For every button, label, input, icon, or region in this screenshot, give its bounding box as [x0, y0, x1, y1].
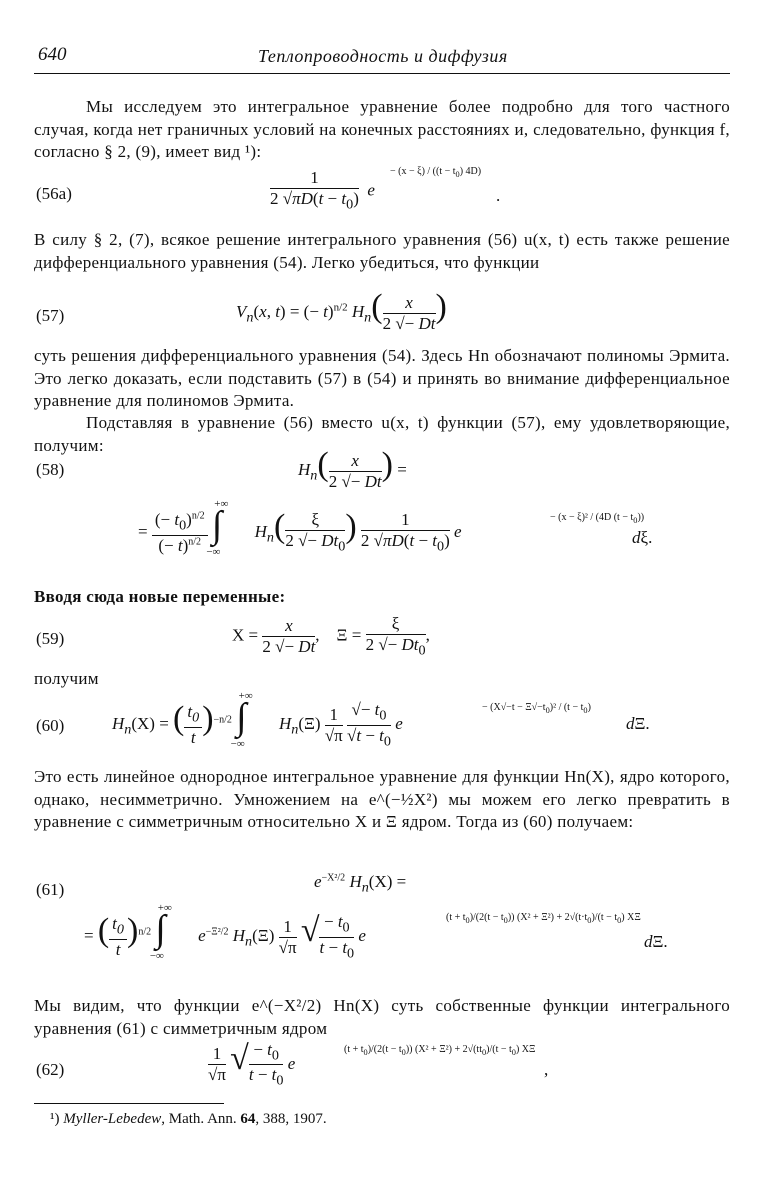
eq-number-61: (61) [36, 880, 65, 899]
dxi-61: dΞ. [644, 932, 668, 951]
exponent-58: − (x − ξ)² / (4D $(t - t_0)$) [550, 512, 645, 525]
dxi-60: dΞ. [626, 714, 650, 733]
equation-58-lhs: $H_n$( $\frac{x}{2 √- Dt}$ ) = [298, 446, 407, 491]
equation-56a: $\frac{1}{2 √\pi D(t - t_0)}$ e [270, 168, 375, 213]
comma-62: , [544, 1060, 549, 1079]
equation-61-lhs: $e^{-X^2/2}$ $H_n(X)$ = [314, 872, 407, 896]
exponent-61: $(t + t_0)/(2(t - t_0))$ $(X^2 + \Xi^2) + 2√(t\cdot t_0)/(t - t_0)$ XΞ [446, 912, 641, 925]
equation-58-rhs: = $\frac{(- t_0)^{n/2}}{(- t)^{n/2}}$ $\int^{+\infty}_{-\infty}$ $H_n$( $\frac{\xi}{2 √- Dt_0}$ ) $\frac{1}{2 √\pi D(t - t_0)}$ e [138, 498, 462, 558]
paragraph-solution: В силу § 2, (7), всякое решение интегрального уравнения (56) u(x, t) есть также решение дифференциального уравнения (54). Легко убедиться, что функции [34, 230, 730, 272]
footnote-journal: Math. Ann. [168, 1111, 237, 1127]
eq-number-62: (62) [36, 1060, 65, 1079]
running-title: Теплопроводность и диффузия [258, 46, 508, 66]
paragraph-intro: Мы исследуем это интегральное уравнение более подробно для того частного случая, когда нет граничных условий на конечных расстояниях и, следовательно, функция f, согласно § 2, (9), имеет вид ¹): [34, 97, 730, 161]
equation-60: $H_n(X)$ = ( $\frac{t_0}{t}$ )$^{-n/2}$ $\int^{+\infty}_{-\infty}$ $H_n(\Xi)$ $\frac{1}{√\pi}$ $\frac{√- t_0}{√t - t_0}$ e [112, 690, 403, 750]
footnote-rest: , 388, 1907. [255, 1111, 327, 1127]
footnote-author: Myller-Lebedew [63, 1111, 162, 1127]
dxi-58: dξ. [632, 528, 653, 547]
header-rule [34, 73, 730, 74]
paragraph-hermite: суть решения дифференциального уравнения (54). Здесь Hn обозначают полиномы Эрмита. Это легко доказать, если подставить (57) в (54) и принять во внимание дифференциальное уравнение для полиномов Эрмита. [34, 346, 730, 410]
equation-62: $\frac{1}{√\pi}$ √ $\frac{- t_0}{t - t_0}$ e [208, 1039, 296, 1089]
footnote-volume: 64 [240, 1111, 256, 1127]
paragraph-eigenfunctions: Мы видим, что функции e^(−X²/2) Hn(X) суть собственные функции интегрального уравнения (61) с симметричным ядром [34, 996, 730, 1038]
exponent-62: $(t + t_0)/(2(t - t_0))$ $(X^2 + \Xi^2) + 2√(tt_0)/(t - t_0)$ XΞ [344, 1044, 536, 1057]
eq-number-56a: (56a) [36, 184, 72, 203]
equation-59: X = $\frac{x}{2 √- Dt}$ , Ξ = $\frac{\xi}{2 √- Dt_0}$ , [232, 614, 430, 659]
eq-number-57: (57) [36, 306, 65, 325]
equation-57: $V_n(x$, t) = (− t)$^{n/2}$ $H_n$( $\frac{x}{2 √- Dt}$ ) [236, 288, 447, 333]
eq-number-59: (59) [36, 629, 65, 648]
eq-number-60: (60) [36, 716, 65, 735]
equation-61-rhs: = ( $\frac{t_0}{t}$ )$^{n/2}$ $\int^{+\infty}_{-\infty}$ $e^{-\Xi^2/2}$ $H_n(\Xi)$ $\frac{1}{√\pi}$ √ $\frac{- t_0}{t - t_0}$ e [84, 902, 366, 962]
eq-number-58: (58) [36, 460, 65, 479]
paragraph-new-variables: Вводя сюда новые переменные: [34, 587, 286, 606]
footnote-marker: ¹) [50, 1111, 60, 1127]
footnote-rule [34, 1103, 224, 1104]
page-number: 640 [38, 44, 67, 65]
period: . [496, 186, 501, 205]
paragraph-obtain: получим [34, 669, 99, 688]
paragraph-substitution: Подставляя в уравнение (56) вместо u(x, t) функции (57), ему удовлетворяющие, получим: [34, 413, 730, 455]
exponent-60: − $(X√-t - \Xi√-t_0)^2 / (t - t_0)$ [482, 702, 591, 715]
exponent-56a: − $(x - \xi) / ((t - t_0)$ 4D) [390, 166, 482, 179]
footnote: ¹) Myller-Lebedew, Math. Ann. 64, 388, 1907. [50, 1111, 327, 1127]
paragraph-symmetric: Это есть линейное однородное интегральное уравнение для функции Hn(X), ядро которого, однако, несимметрично. Умножением на e^(−½X²) мы можем его легко превратить в уравнение с симметричным относительно X и Ξ ядром. Тогда из (60) получаем: [34, 767, 730, 831]
